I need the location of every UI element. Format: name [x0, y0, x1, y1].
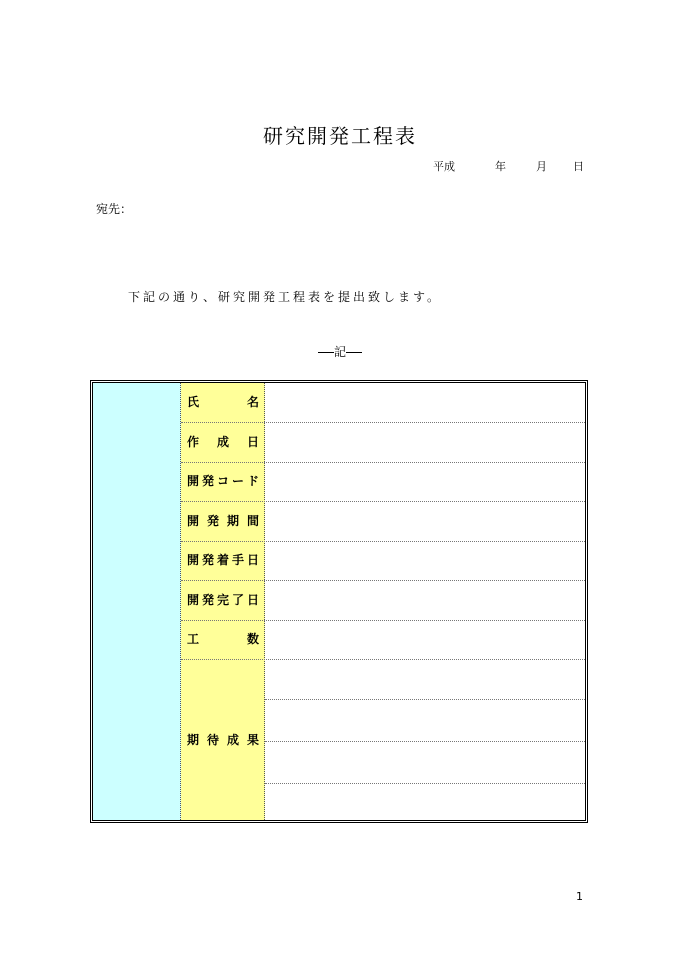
field-value-dev-period[interactable] [265, 502, 585, 541]
ki-heading [0, 343, 680, 360]
field-label-dev-code: 開 発 コ ー ド [187, 474, 259, 488]
date-era: 平成 [433, 160, 455, 173]
field-value-result-2[interactable] [265, 700, 585, 739]
field-label-dev-period: 開 発 期 間 [187, 514, 259, 528]
ki-dash-right [346, 352, 362, 353]
field-label-start-date: 開 発 着 手 日 [187, 553, 259, 567]
field-value-result-3[interactable] [265, 742, 585, 781]
field-label-man-hours: 工 数 [187, 632, 259, 646]
page-number: 1 [576, 890, 583, 903]
date-year: 年 [495, 160, 506, 173]
field-label-name: 氏 名 [187, 395, 259, 409]
field-value-result-4[interactable] [265, 784, 585, 823]
field-value-name[interactable] [265, 383, 585, 422]
field-label-end-date: 開 発 完 了 日 [187, 593, 259, 607]
report-form [90, 380, 588, 823]
date-day: 日 [573, 160, 584, 173]
field-value-dev-code[interactable] [265, 462, 585, 501]
field-value-end-date[interactable] [265, 581, 585, 620]
field-value-result-1[interactable] [265, 660, 585, 699]
date-month: 月 [536, 160, 547, 173]
intro-text: 下記の通り、研究開発工程表を提出致します。 [128, 290, 443, 304]
field-label-created-date: 作 成 日 [187, 435, 259, 449]
field-label-expected-results: 期 待 成 果 [187, 733, 259, 747]
form-left-column [93, 383, 181, 820]
field-value-created-date[interactable] [265, 423, 585, 462]
field-value-man-hours[interactable] [265, 620, 585, 659]
document-title: 研究開発工程表 [263, 124, 417, 148]
ki-dash-left [318, 352, 334, 353]
field-value-start-date[interactable] [265, 541, 585, 580]
addressee-label: 宛先： [96, 202, 133, 216]
ki-label: 記 [333, 345, 346, 359]
